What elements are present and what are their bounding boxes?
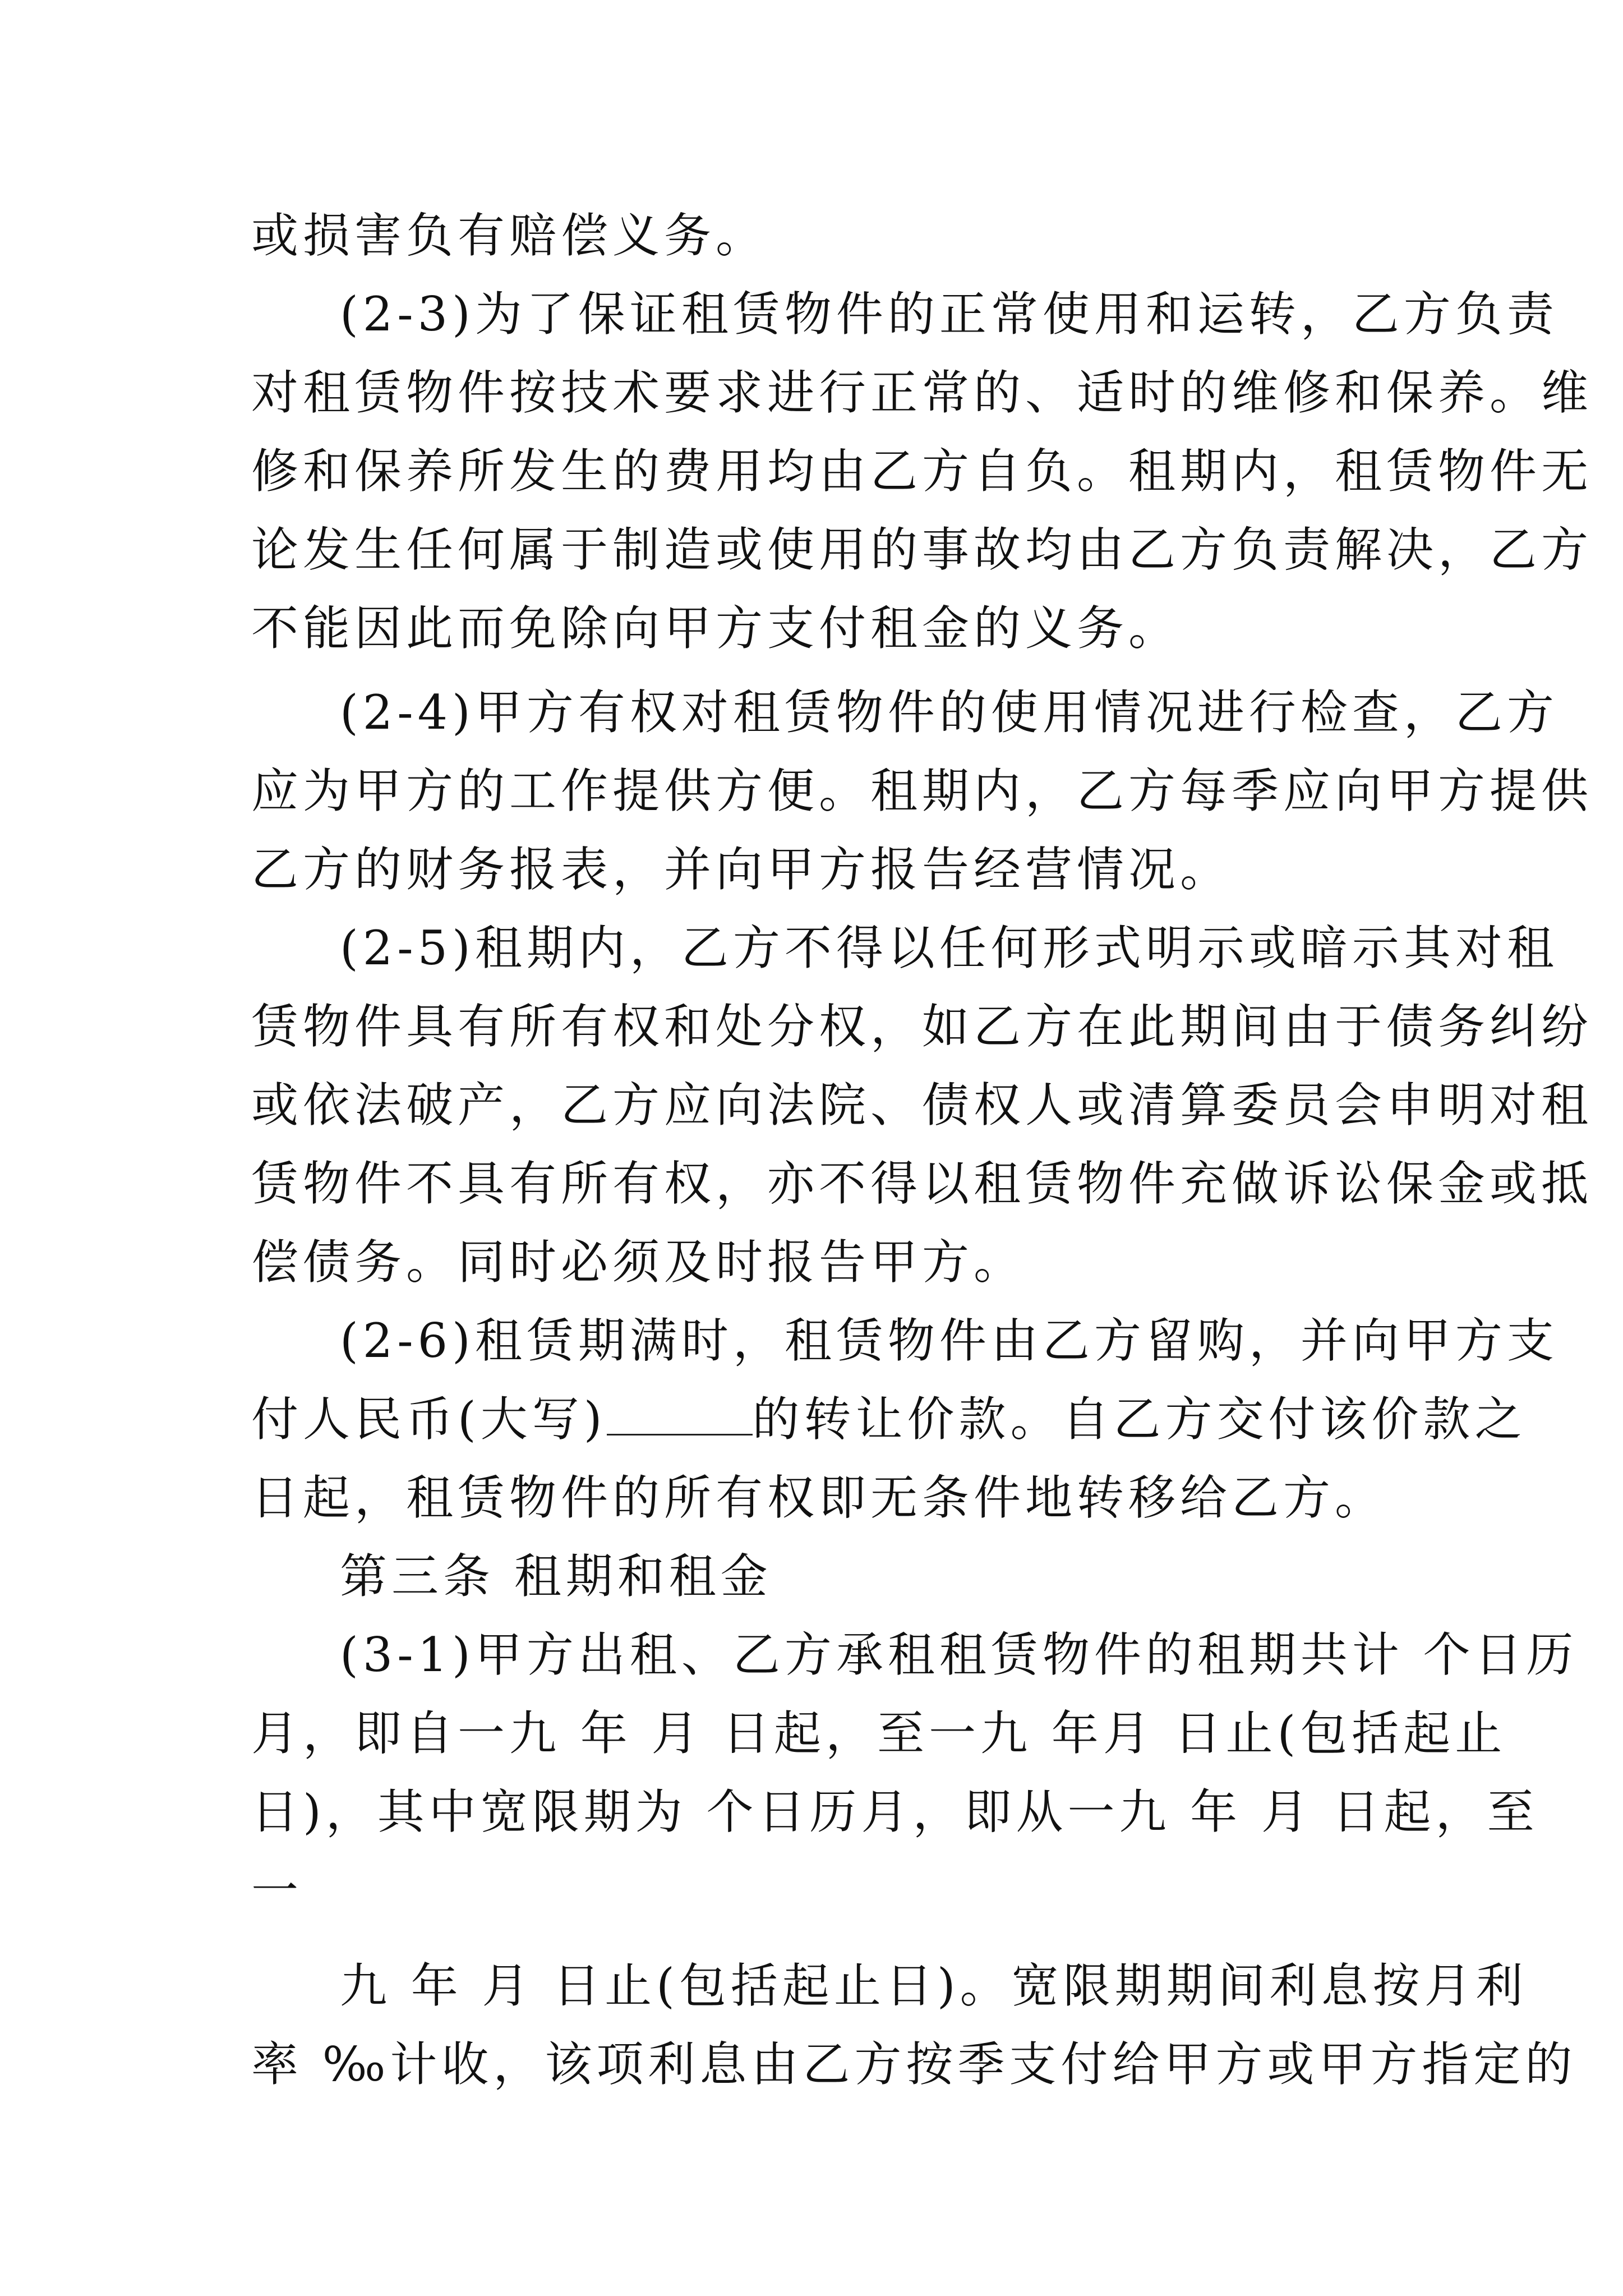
section-heading-article-3: 第三条 租期和租金 [340,1549,772,1604]
amount-blank [607,1395,753,1435]
clause-2-4-line-1: (2-4)甲方有权对租赁物件的使用情况进行检查，乙方 [340,685,1559,740]
clause-2-4-line-3: 乙方的财务报表，并向甲方报告经营情况。 [251,842,1232,897]
paragraph-line: 或损害负有赔偿义务。 [251,208,768,263]
clause-2-3-line-4: 论发生任何属于制造或使用的事故均由乙方负责解决，乙方 [251,522,1593,577]
clause-2-6-line-2 [251,1391,1527,1447]
clause-2-3-line-3: 修和保养所发生的费用均由乙方自负。租期内，租赁物件无 [251,444,1593,499]
clause-2-3-line-1: (2-3)为了保证租赁物件的正常使用和运转，乙方负责 [340,287,1559,342]
clause-3-1-line-3: 日)，其中宽限期为 个日历月，即从一九 年 月 日起，至 [251,1784,1539,1839]
clause-2-6-line-3: 日起，租赁物件的所有权即无条件地转移给乙方。 [251,1470,1387,1525]
clause-3-1-line-2: 月，即自一九 年 月 日起，至一九 年月 日止(包括起止 [251,1706,1507,1761]
clause-2-5-line-1: (2-5)租期内，乙方不得以任何形式明示或暗示其对租 [340,921,1559,976]
clause-2-3-line-5: 不能因此而免除向甲方支付租金的义务。 [251,601,1181,656]
clause-2-5-line-5: 偿债务。同时必须及时报告甲方。 [251,1235,1026,1290]
clause-2-5-line-4: 赁物件不具有所有权，亦不得以租赁物件充做诉讼保金或抵 [251,1156,1593,1211]
clause-2-5-line-2: 赁物件具有所有权和处分权，如乙方在此期间由于债务纠纷 [251,999,1593,1054]
clause-2-6-text-before-blank: 付人民币(大写) [251,1392,607,1447]
clause-3-1-continued-line-1: 九 年 月 日止(包括起止日)。宽限期期间利息按月利 [340,1958,1528,2013]
clause-2-4-line-2: 应为甲方的工作提供方便。租期内，乙方每季应向甲方提供 [251,763,1593,818]
clause-2-6-text-after-blank: 的转让价款。自乙方交付该价款之 [752,1392,1527,1447]
clause-3-1-continued-line-2: 率 ‰计收，该项利息由乙方按季支付给甲方或甲方指定的 [251,2037,1577,2092]
clause-2-5-line-3: 或依法破产，乙方应向法院、债权人或清算委员会申明对租 [251,1078,1593,1133]
clause-3-1-line-1: (3-1)甲方出租、乙方承租租赁物件的租期共计 个日历 [340,1627,1578,1682]
clause-3-1-line-4: 一 [251,1863,303,1918]
clause-2-6-line-1: (2-6)租赁期满时，租赁物件由乙方留购，并向甲方支 [340,1313,1559,1368]
clause-2-3-line-2: 对租赁物件按技术要求进行正常的、适时的维修和保养。维 [251,365,1593,420]
